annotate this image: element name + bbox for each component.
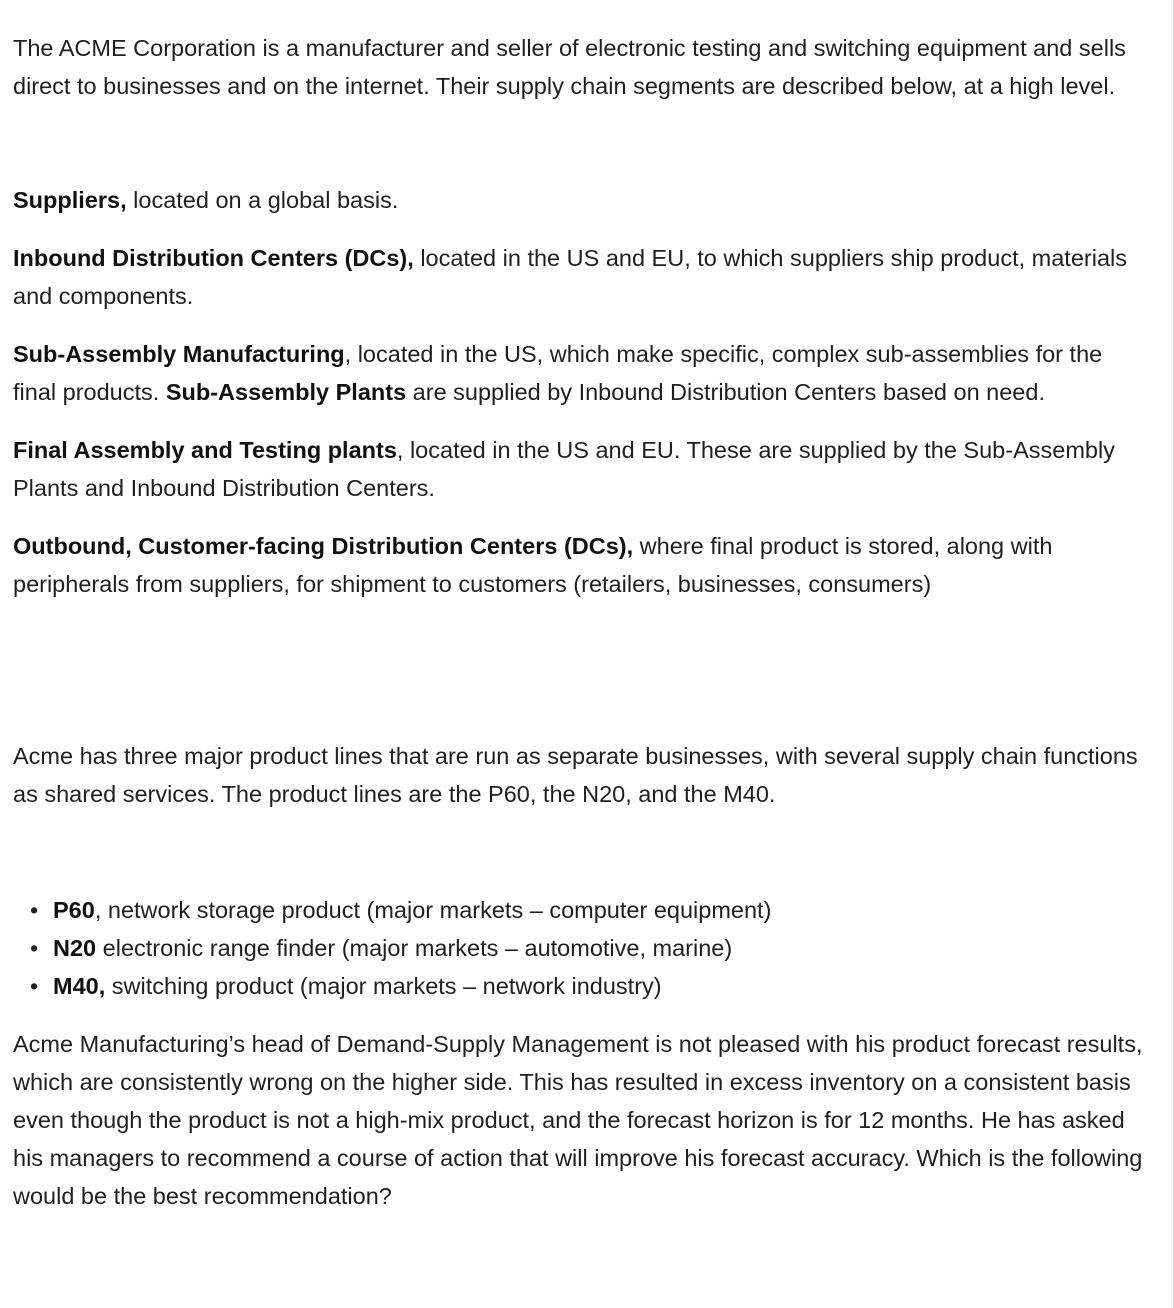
question-paragraph: Acme Manufacturing’s head of Demand-Supply Management is not pleased with his product forecast results, which are consistently wrong on the higher side. This has resulted in excess inventory on a consistent basis even though the product is not a high-mix product, and the forecast horizon is for 12 months. He has asked his managers to recommend a course of action that will improve his forecast accuracy. Which is the following would be the best recommendation? bbox=[13, 1031, 1143, 1209]
segment-description: where final product is stored, along with peripherals from suppliers, for shipment to customers (retailers, businesses, consumers) bbox=[13, 533, 1053, 597]
document-body bbox=[13, 29, 1143, 1215]
list-item bbox=[30, 929, 1143, 967]
bullet-icon: • bbox=[30, 897, 39, 923]
product-description: , network storage product (major markets – computer equipment) bbox=[94, 897, 772, 923]
list-item bbox=[30, 891, 1143, 929]
bullet-icon: • bbox=[30, 935, 39, 961]
bullet-icon: • bbox=[30, 973, 39, 999]
segment-term: Final Assembly and Testing plants bbox=[13, 437, 397, 463]
segment-suppliers bbox=[13, 181, 1143, 219]
segment-outbound-dcs bbox=[13, 527, 1143, 603]
product-name: P60 bbox=[53, 897, 95, 923]
intro-paragraph: The ACME Corporation is a manufacturer and seller of electronic testing and switching equipment and sells direct to businesses and on the internet. Their supply chain segments are described below, at a high level. bbox=[13, 35, 1126, 99]
product-description: switching product (major markets – network industry) bbox=[105, 973, 662, 999]
segment-description: located on a global basis. bbox=[126, 187, 399, 213]
segment-sub-assembly bbox=[13, 335, 1143, 411]
segment-final-assembly bbox=[13, 431, 1143, 507]
segment-description: , located in the US and EU. These are supplied by the Sub-Assembly Plants and Inbound Distribution Centers. bbox=[13, 437, 1115, 501]
segment-description: located in the US and EU, to which suppliers ship product, materials and components. bbox=[13, 245, 1127, 309]
segment-inbound-dcs bbox=[13, 239, 1143, 315]
list-item bbox=[30, 967, 1143, 1005]
segment-term: Sub-Assembly Manufacturing bbox=[13, 341, 345, 367]
segment-description: , located in the US, which make specific, complex sub-assemblies for the final products. bbox=[13, 341, 1103, 405]
product-name: M40, bbox=[53, 973, 106, 999]
segment-list bbox=[13, 181, 1143, 603]
segment-term: Suppliers, bbox=[13, 187, 127, 213]
product-description: electronic range finder (major markets – automotive, marine) bbox=[96, 935, 733, 961]
product-lines-paragraph: Acme has three major product lines that are run as separate businesses, with several supply chain functions as shared services. The product lines are the P60, the N20, and the M40. bbox=[13, 743, 1138, 807]
product-list bbox=[13, 891, 1143, 1005]
product-name: N20 bbox=[53, 935, 97, 961]
segment-term: Sub-Assembly Plants bbox=[165, 379, 407, 405]
segment-description: are supplied by Inbound Distribution Centers based on need. bbox=[406, 379, 1045, 405]
segment-term: Inbound Distribution Centers (DCs), bbox=[13, 245, 414, 271]
segment-term: Outbound, Customer-facing Distribution Centers (DCs), bbox=[13, 533, 634, 559]
